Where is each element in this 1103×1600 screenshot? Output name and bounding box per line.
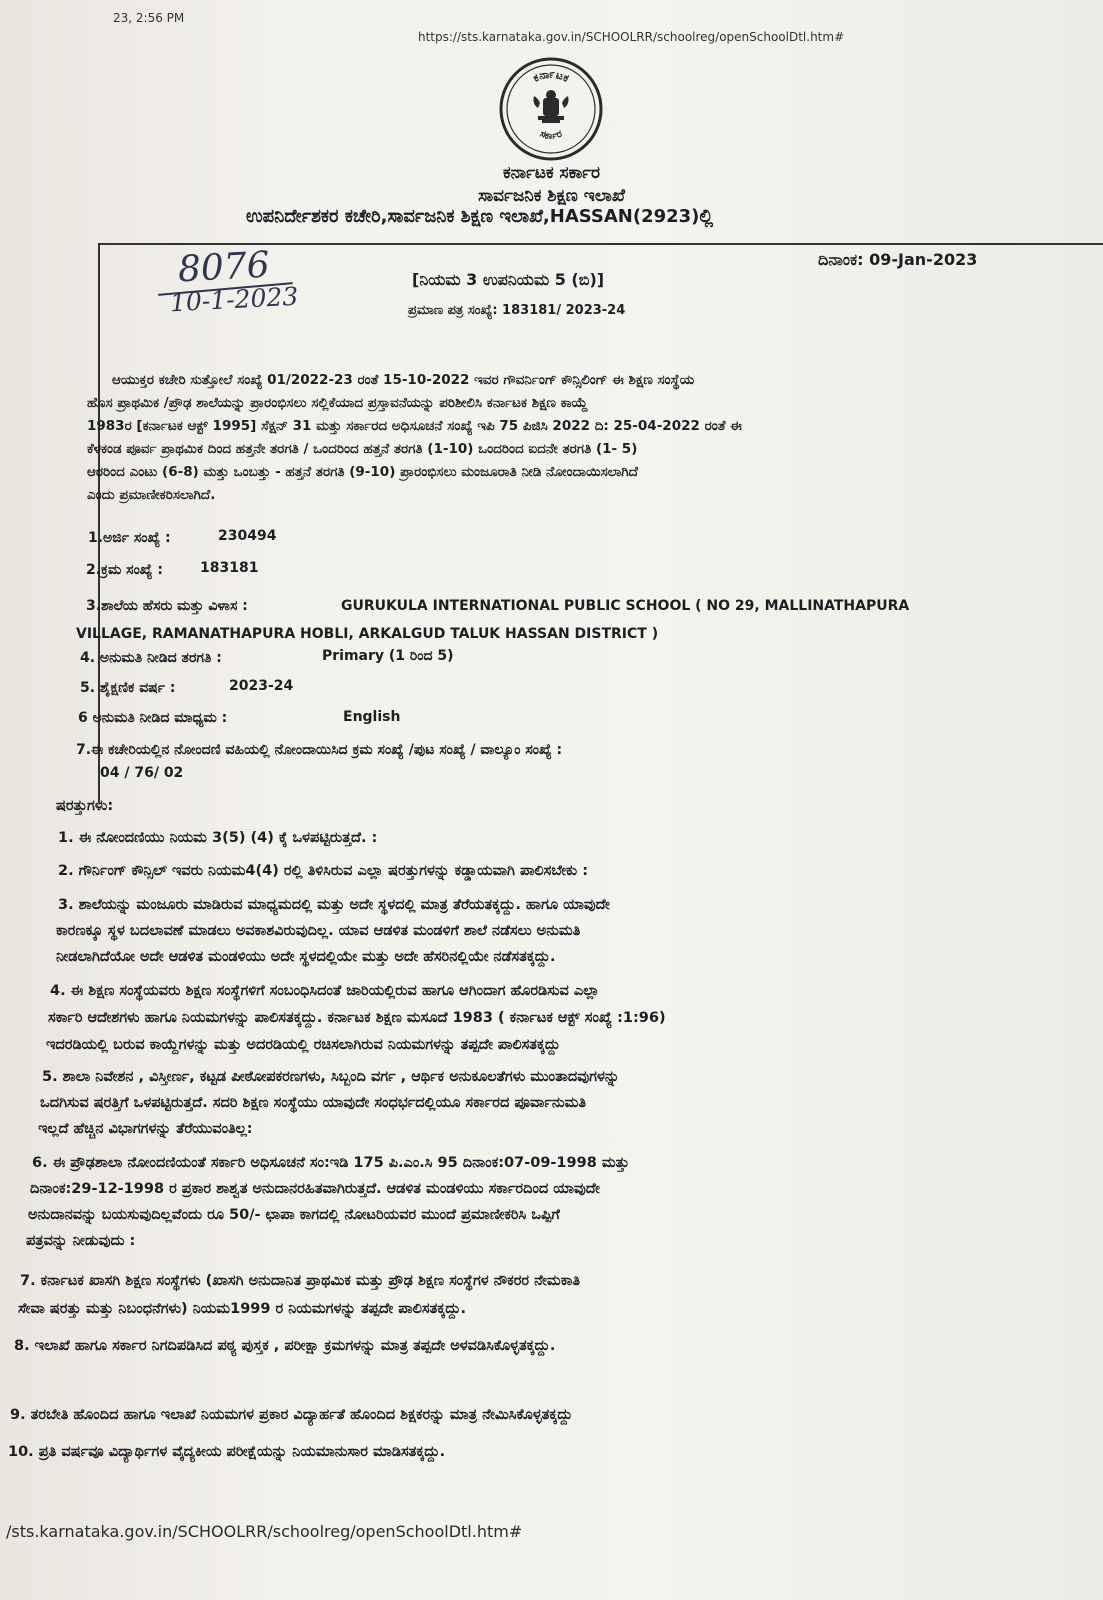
school-address-value: VILLAGE, RAMANATHAPURA HOBLI, ARKALGUD TALUK HASSAN DISTRICT ) [76,626,659,642]
condition-line: ಒದಗಿಸುವ ಷರತ್ತಿಗೆ ಒಳಪಟ್ಟಿರುತ್ತದೆ. ಸದರಿ ಶಿಕ್ಷಣ ಸಂಸ್ಥೆಯು ಯಾವುದೇ ಸಂಧರ್ಭದಲ್ಲಿಯೂ ಸರ್ಕಾರದ ಪೂರ್ವಾನುಮತಿ [40,1095,587,1111]
condition-line: 4. ಈ ಶಿಕ್ಷಣ ಸಂಸ್ಥೆಯವರು ಶಿಕ್ಷಣ ಸಂಸ್ಥೆಗಳಿಗೆ ಸಂಬಂಧಿಸಿದಂತೆ ಜಾರಿಯಲ್ಲಿರುವ ಹಾಗೂ ಆಗಿಂದಾಗ ಹೊರಡಿಸುವ ಎಲ್ಲಾ [50,983,600,999]
office-title: ಉಪನಿರ್ದೇಶಕರ ಕಚೇರಿ,ಸಾರ್ವಜನಿಕ ಶಿಕ್ಷಣ ಇಲಾಖೆ,HASSAN(2923)ಲ್ಲಿ [246,206,714,227]
issue-date: ದಿನಾಂಕ: 09-Jan-2023 [818,250,978,269]
footer-url: /sts.karnataka.gov.in/SCHOOLRR/schoolreg/openSchoolDtl.htm# [6,1522,523,1541]
print-time: 23, 2:56 PM [113,11,185,25]
condition-line: ಸೇವಾ ಷರತ್ತು ಮತ್ತು ನಿಬಂಧನೆಗಳು) ನಿಯಮ1999 ರ ನಿಯಮಗಳನ್ನು ತಪ್ಪದೇ ಪಾಲಿಸತಕ್ಕದ್ದು. [18,1301,467,1317]
school-name-label: 3.ಶಾಲೆಯ ಹೆಸರು ಮತ್ತು ವಿಳಾಸ : [86,598,248,614]
certificate-number: ಪ್ರಮಾಣ ಪತ್ರ ಸಂಖ್ಯೆ: 183181/ 2023-24 [408,303,626,318]
condition-line: ಅನುದಾನವನ್ನು ಬಯಸುವುದಿಲ್ಲವೆಂದು ರೂ 50/- ಛಾಪಾ ಕಾಗದಲ್ಲಿ ನೋಟರಿಯವರ ಮುಂದೆ ಪ್ರಮಾಣೀಕರಿಸಿ ಒಪ್ಪಿಗೆ [28,1207,560,1223]
academic-year-value: 2023-24 [229,678,294,694]
register-number-label: 7.ಈ ಕಚೇರಿಯಲ್ಲಿನ ನೋಂದಣಿ ವಹಿಯಲ್ಲಿ ನೋಂದಾಯಿಸಿದ ಕ್ರಮ ಸಂಖ್ಯೆ /ಪುಟ ಸಂಖ್ಯೆ / ವಾಲ್ಯೂಂ ಸಂಖ್ಯೆ : [76,742,563,758]
condition-line: ದಿನಾಂಕ:29-12-1998 ರ ಪ್ರಕಾರ ಶಾಶ್ವತ ಅನುದಾನರಹಿತವಾಗಿರುತ್ತದೆ. ಆಡಳಿತ ಮಂಡಳಿಯು ಸರ್ಕಾರದಿಂದ ಯಾವುದೇ [30,1181,600,1197]
condition-line: ಇದರಡಿಯಲ್ಲಿ ಬರುವ ಕಾಯ್ದೆಗಳನ್ನು ಮತ್ತು ಅದರಡಿಯಲ್ಲಿ ರಚಿಸಲಾಗಿರುವ ನಿಯಮಗಳನ್ನು ತಪ್ಪದೇ ಪಾಲಿಸತಕ್ಕದ್ದು [46,1037,561,1053]
condition-line: ಇಲ್ಲದೆ ಹೆಚ್ಚಿನ ವಿಭಾಗಗಳನ್ನು ತೆರೆಯುವಂತಿಲ್ಲ: [38,1121,253,1137]
serial-number-label: 2.ಕ್ರಮ ಸಂಖ್ಯೆ : [86,562,163,578]
application-number-label: 1.ಅರ್ಜಿ ಸಂಖ್ಯೆ : [88,530,171,546]
register-number-value: 04 / 76/ 02 [100,765,184,781]
department-title: ಸಾರ್ವಜನಿಕ ಶಿಕ್ಷಣ ಇಲಾಖೆ [478,186,625,206]
intro-line: ಆಯುಕ್ತರ ಕಚೇರಿ ಸುತ್ತೋಲೆ ಸಂಖ್ಯೆ 01/2022-23 ರಂತೆ 15-10-2022 ಇವರ ಗೌವರ್ನಿಂಗ್ ಕೌನ್ಸಿಲಿಂಗ್ ಈ ಶಿಕ್ಷಣ ಸಂಸ್ಥೆಯ [112,372,695,388]
academic-year-label: 5. ಶೈಕ್ಷಣಿಕ ವರ್ಷ : [80,680,176,696]
school-name-value: GURUKULA INTERNATIONAL PUBLIC SCHOOL ( NO 29, MALLINATHAPURA [341,598,910,614]
karnataka-seal-icon [498,56,604,162]
condition-line: ಪತ್ರವನ್ನು ನೀಡುವುದು : [26,1233,136,1249]
serial-number-value: 183181 [200,560,259,576]
govt-title: ಕರ್ನಾಟಕ ಸರ್ಕಾರ [502,163,601,183]
condition-line: 5. ಶಾಲಾ ನಿವೇಶನ , ವಿಸ್ತೀರ್ಣ, ಕಟ್ಟಡ ಪೀಠೋಪಕರಣಗಳು, ಸಿಬ್ಬಂದಿ ವರ್ಗ , ಆರ್ಥಿಕ ಅನುಕೂಲತೆಗಳು ಮುಂತಾದವುಗಳನ್ನು [42,1069,620,1085]
condition-line: 1. ಈ ನೋಂದಣಿಯು ನಿಯಮ 3(5) (4) ಕ್ಕೆ ಒಳಪಟ್ಟಿರುತ್ತದೆ. : [58,830,378,846]
intro-line: ಎಂದು ಪ್ರಮಾಣೀಕರಿಸಲಾಗಿದೆ. [87,487,216,503]
condition-line: 7. ಕರ್ನಾಟಕ ಖಾಸಗಿ ಶಿಕ್ಷಣ ಸಂಸ್ಥೆಗಳು (ಖಾಸಗಿ ಅನುದಾನಿತ ಪ್ರಾಥಮಿಕ ಮತ್ತು ಪ್ರೌಢ ಶಿಕ್ಷಣ ಸಂಸ್ಥೆಗಳ ನೌಕರರ ನೇಮಕಾತಿ [20,1273,581,1289]
permitted-class-value: Primary (1 ರಿಂದ 5) [322,648,454,664]
condition-line: 6. ಈ ಪ್ರೌಢಶಾಲಾ ನೋಂದಣಿಯಂತೆ ಸರ್ಕಾರಿ ಅಧಿಸೂಚನೆ ಸಂ:ಇಡಿ 175 ಪಿ.ಎಂ.ಸಿ 95 ದಿನಾಂಕ:07-09-1998 ಮತ್ತು [32,1155,630,1171]
conditions-heading: ಷರತ್ತುಗಳು: [56,798,114,814]
condition-line: ಕಾರಣಕ್ಕೂ ಸ್ಥಳ ಬದಲಾವಣೆ ಮಾಡಲು ಅವಕಾಶವಿರುವುದಿಲ್ಲ. ಯಾವ ಆಡಳಿತ ಮಂಡಳಿಗೆ ಶಾಲೆ ನಡೆಸಲು ಅನುಮತಿ [56,923,581,939]
condition-line: 3. ಶಾಲೆಯನ್ನು ಮಂಜೂರು ಮಾಡಿರುವ ಮಾಧ್ಯಮದಲ್ಲಿ ಮತ್ತು ಅದೇ ಸ್ಥಳದಲ್ಲಿ ಮಾತ್ರ ತೆರೆಯತಕ್ಕದ್ದು. ಹಾಗೂ ಯಾವುದೇ [58,897,610,913]
intro-line: ಕೆಳಕಂಡ ಪೂರ್ವ ಪ್ರಾಥಮಿಕ ದಿಂದ ಹತ್ತನೇ ತರಗತಿ / ಒಂದರಿಂದ ಹತ್ತನೆ ತರಗತಿ (1-10) ಒಂದರಿಂದ ಐದನೇ ತರಗತಿ (1- 5) [87,441,638,457]
medium-value: English [343,709,401,725]
intro-line: ಹೊಸ ಪ್ರಾಥಮಿಕ /ಪ್ರೌಢ ಶಾಲೆಯನ್ನು ಪ್ರಾರಂಭಿಸಲು ಸಲ್ಲಿಕೆಯಾದ ಪ್ರಸ್ತಾವನೆಯನ್ನು ಪರಿಶೀಲಿಸಿ ಕರ್ನಾಟಕ ಶಿಕ್ಷಣ ಕಾಯ್ದೆ [87,395,588,411]
application-number-value: 230494 [218,528,277,544]
condition-line: 9. ತರಬೇತಿ ಹೊಂದಿದ ಹಾಗೂ ಇಲಾಖೆ ನಿಯಮಗಳ ಪ್ರಕಾರ ವಿದ್ಯಾರ್ಹತೆ ಹೊಂದಿದ ಶಿಕ್ಷಕರನ್ನು ಮಾತ್ರ ನೇಮಿಸಿಕೊಳ್ಳತಕ್ಕದ್ದು [10,1407,573,1423]
medium-label: 6 ಅನುಮತಿ ನೀಡಿದ ಮಾಧ್ಯಮ : [78,710,228,726]
permitted-class-label: 4. ಅನುಮತಿ ನೀಡಿದ ತರಗತಿ : [80,650,222,666]
intro-line: 1983ರ [ಕರ್ನಾಟಕ ಆಕ್ಟ್ 1995] ಸೆಕ್ಷನ್ 31 ಮತ್ತು ಸರ್ಕಾರದ ಅಧಿಸೂಚನೆ ಸಂಖ್ಯೆ ಇಪಿ 75 ಪಿಜಿಸಿ 2022 ದಿ: 25-04-2022 ರಂತೆ ಈ [87,418,742,434]
condition-line: ನೀಡಲಾಗಿದೆಯೋ ಅದೇ ಆಡಳಿತ ಮಂಡಳಿಯು ಅದೇ ಸ್ಥಳದಲ್ಲಿಯೇ ಮತ್ತು ಅದೇ ಹೆಸರಿನಲ್ಲಿಯೇ ನಡೆಸತಕ್ಕದ್ದು. [56,949,556,965]
intro-line: ಆರರಿಂದ ಎಂಟು (6-8) ಮತ್ತು ಒಂಬತ್ತು - ಹತ್ತನೆ ತರಗತಿ (9-10) ಪ್ರಾರಂಭಿಸಲು ಮಂಜೂರಾತಿ ನೀಡಿ ನೋಂದಾಯಿಸಲಾಗಿದೆ [87,464,638,480]
svg-text:ಕರ್ನಾಟಕ [531,67,571,85]
print-url: https://sts.karnataka.gov.in/SCHOOLRR/schoolreg/openSchoolDtl.htm# [418,30,845,44]
seal-bottom-text: ಸರ್ಕಾರ [538,128,564,142]
condition-line: 2. ಗೌರ್ನಿಂಗ್ ಕೌನ್ಸಿಲ್ ಇವರು ನಿಯಮ4(4) ರಲ್ಲಿ ತಿಳಿಸಿರುವ ಎಲ್ಲಾ ಷರತ್ತುಗಳನ್ನು ಕಡ್ಡಾಯವಾಗಿ ಪಾಲಿಸಬೇಕು : [58,863,589,879]
handwritten-number: 8076 [176,244,271,291]
condition-line: ಸರ್ಕಾರಿ ಆದೇಶಗಳು ಹಾಗೂ ನಿಯಮಗಳನ್ನು ಪಾಲಿಸತಕ್ಕದ್ದು. ಕರ್ನಾಟಕ ಶಿಕ್ಷಣ ಮಸೂದೆ 1983 ( ಕರ್ನಾಟಕ ಆಕ್ಟ್ ಸಂಖ್ಯೆ :1:96) [48,1010,666,1026]
seal-top-text: ಕರ್ನಾಟಕ [530,67,572,85]
handwritten-date: 10-1-2023 [169,281,299,318]
rule-reference: [ನಿಯಮ 3 ಉಪನಿಯಮ 5 (ಬಿ)] [412,270,605,289]
svg-text:ಸರ್ಕಾರ [538,128,564,141]
condition-line: 10. ಪ್ರತಿ ವರ್ಷವೂ ವಿದ್ಯಾರ್ಥಿಗಳ ವೈದ್ಯಕೀಯ ಪರೀಕ್ಷೆಯನ್ನು ನಿಯಮಾನುಸಾರ ಮಾಡಿಸತಕ್ಕದ್ದು. [8,1444,446,1460]
condition-line: 8. ಇಲಾಖೆ ಹಾಗೂ ಸರ್ಕಾರ ನಿಗದಿಪಡಿಸಿದ ಪಠ್ಯ ಪುಸ್ತಕ , ಪರೀಕ್ಷಾ ಕ್ರಮಗಳನ್ನು ಮಾತ್ರ ತಪ್ಪದೇ ಅಳವಡಿಸಿಕೊಳ್ಳತಕ್ಕದ್ದು. [14,1338,556,1354]
